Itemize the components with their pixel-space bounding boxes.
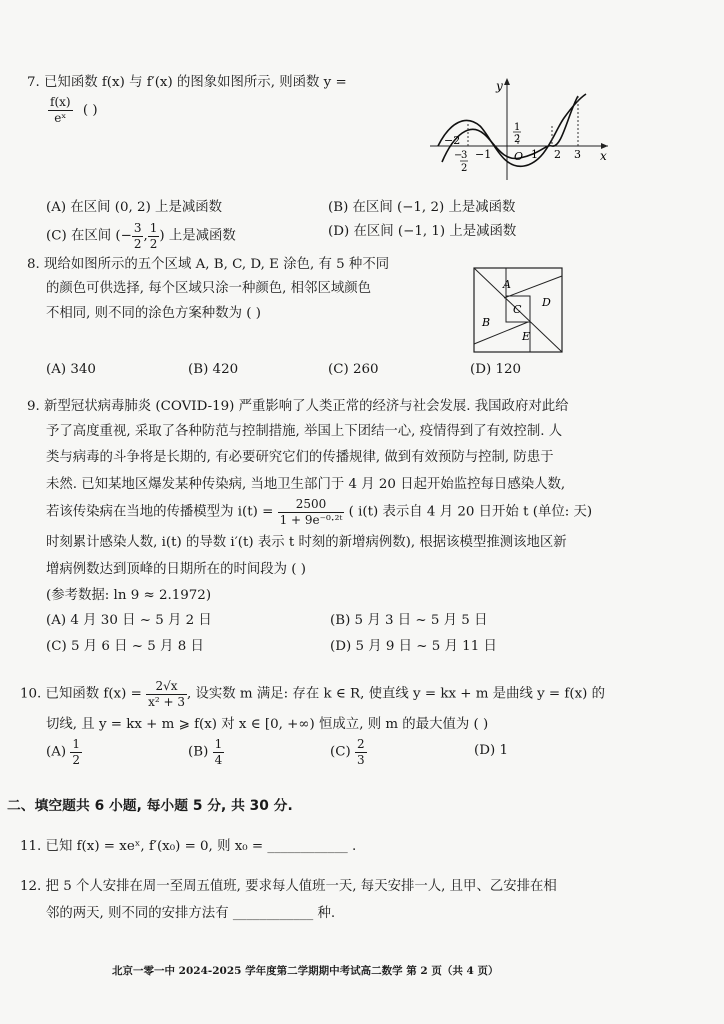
q10-option-d: (D) 1 <box>474 743 508 758</box>
q7-tick-half-num: 1 <box>514 122 521 133</box>
q7-x-axis-label: x <box>600 149 607 163</box>
q8-option-b: (B) 420 <box>188 362 239 377</box>
q7-tick-32-den: 2 <box>461 163 468 174</box>
q7-tick-half-den: 2 <box>514 134 521 145</box>
q8-label-d: D <box>542 296 551 309</box>
q8-label-b: B <box>482 316 491 329</box>
q9-line-2: 予了高度重视, 采取了各种防范与控制措施, 举国上下团结一心, 疫情得到了有效控制. 人 <box>46 424 563 439</box>
q8-region-figure <box>472 266 564 354</box>
q10-line-2: 切线, 且 y = kx + m ⩾ f(x) 对 x ∈ [0, +∞) 恒成立, 则 m 的最大值为 ( ) <box>46 717 489 732</box>
q7-tick-2: 2 <box>554 148 561 161</box>
q7-option-b: (B) 在区间 (−1, 2) 上是减函数 <box>328 200 516 215</box>
q7-fraction: $\frac{f(x)}{\text{eˣ}}$ <box>50 95 71 125</box>
q7-option-c: (C) 在区间 (− $\frac{3}{2}$ , $\frac{1}{2}$ ) 上是减函数 <box>46 221 236 251</box>
q10-option-c: (C) $\frac{2}{3}$ <box>330 737 365 767</box>
q7-function-graph <box>428 74 612 184</box>
section-2-heading: 二、填空题共 6 小题, 每小题 5 分, 共 30 分. <box>7 798 293 814</box>
q7-origin-label: O <box>514 150 524 163</box>
q8-option-c: (C) 260 <box>328 362 379 377</box>
q9-line-4: 未然. 已知某地区爆发某种传染病, 当地卫生部门于 4 月 20 日起开始监控每日感染人数, <box>46 477 566 492</box>
q9-option-d: (D) 5 月 9 日 ~ 5 月 11 日 <box>330 639 497 654</box>
q7-stem: 7. 已知函数 f(x) 与 f′(x) 的图象如图所示, 则函数 y = <box>27 75 347 90</box>
q12-line-2: 邻的两天, 则不同的安排方法有 ____________ 种. <box>46 906 336 921</box>
q7-tick-minus-sign: − <box>454 150 463 161</box>
q8-option-a: (A) 340 <box>46 362 96 377</box>
q8-label-c: C <box>513 303 522 316</box>
q7-option-d: (D) 在区间 (−1, 1) 上是减函数 <box>328 224 517 239</box>
q10-option-b: (B) $\frac{1}{4}$ <box>188 737 223 767</box>
q12-line-1: 12. 把 5 个人安排在周一至周五值班, 要求每人值班一天, 每天安排一人, 且甲、乙安排在相 <box>20 879 557 894</box>
q7-tick-1: 1 <box>531 148 538 161</box>
q9-line-5: 若该传染病在当地的传播模型为 i(t) = $\frac{2500}{\text{1 + 9e⁻⁰·²ᵗ}}$ ( i(t) 表示自 4 月 20 日开始 t (单位: 天) <box>46 497 593 527</box>
q8-label-a: A <box>503 278 511 291</box>
q7-frac-line: $\frac{f(x)}{\text{eˣ}}$ ( ) <box>50 95 98 125</box>
q9-option-b: (B) 5 月 3 日 ~ 5 月 5 日 <box>330 613 488 628</box>
q9-line-3: 类与病毒的斗争将是长期的, 有必要研究它们的传播规律, 做到有效预防与控制, 防患于 <box>46 450 554 465</box>
q8-line-3: 不相同, 则不同的涂色方案种数为 ( ) <box>46 306 261 321</box>
q9-reference-data: (参考数据: ln 9 ≈ 2.1972) <box>46 588 212 603</box>
q11-line: 11. 已知 f(x) = xeˣ, f′(x₀) = 0, 则 x₀ = ____________ . <box>20 839 357 854</box>
q7-option-a: (A) 在区间 (0, 2) 上是减函数 <box>46 200 223 215</box>
q8-option-d: (D) 120 <box>470 362 521 377</box>
q7-tick-minus2: −2 <box>444 134 461 147</box>
q7-tick-3: 3 <box>574 148 581 161</box>
q7-y-axis-label: y <box>496 79 503 93</box>
q8-line-1: 8. 现给如图所示的五个区域 A, B, C, D, E 涂色, 有 5 种不同 <box>27 257 390 272</box>
q7-tick-minus1: −1 <box>475 148 492 161</box>
page-footer: 北京一零一中 2024-2025 学年度第二学期期中考试高二数学 第 2 页（共 4 页） <box>112 965 499 977</box>
q9-option-c: (C) 5 月 6 日 ~ 5 月 8 日 <box>46 639 204 654</box>
q8-label-e: E <box>522 330 531 343</box>
q7-tick-32-num: 3 <box>461 150 468 161</box>
q8-line-2: 的颜色可供选择, 每个区域只涂一种颜色, 相邻区域颜色 <box>46 281 372 296</box>
q9-line-6: 时刻累计感染人数, i(t) 的导数 i′(t) 表示 t 时刻的新增病例数), 根据该模型推测该地区新 <box>46 535 567 550</box>
q9-line-1: 9. 新型冠状病毒肺炎 (COVID-19) 严重影响了人类正常的经济与社会发展. 我国政府对此给 <box>27 399 569 414</box>
q9-line-7: 增病例数达到顶峰的日期所在的时间段为 ( ) <box>46 562 306 577</box>
q9-option-a: (A) 4 月 30 日 ~ 5 月 2 日 <box>46 613 212 628</box>
q10-option-a: (A) $\frac{1}{2}$ <box>46 737 81 767</box>
q10-line-1: 10. 已知函数 f(x) = $\frac{2√x}{\text{x² + 3}}$ , 设实数 m 满足: 存在 k ∈ R, 使直线 y = kx + m 是曲线 y = f(x) 的 <box>20 679 606 709</box>
